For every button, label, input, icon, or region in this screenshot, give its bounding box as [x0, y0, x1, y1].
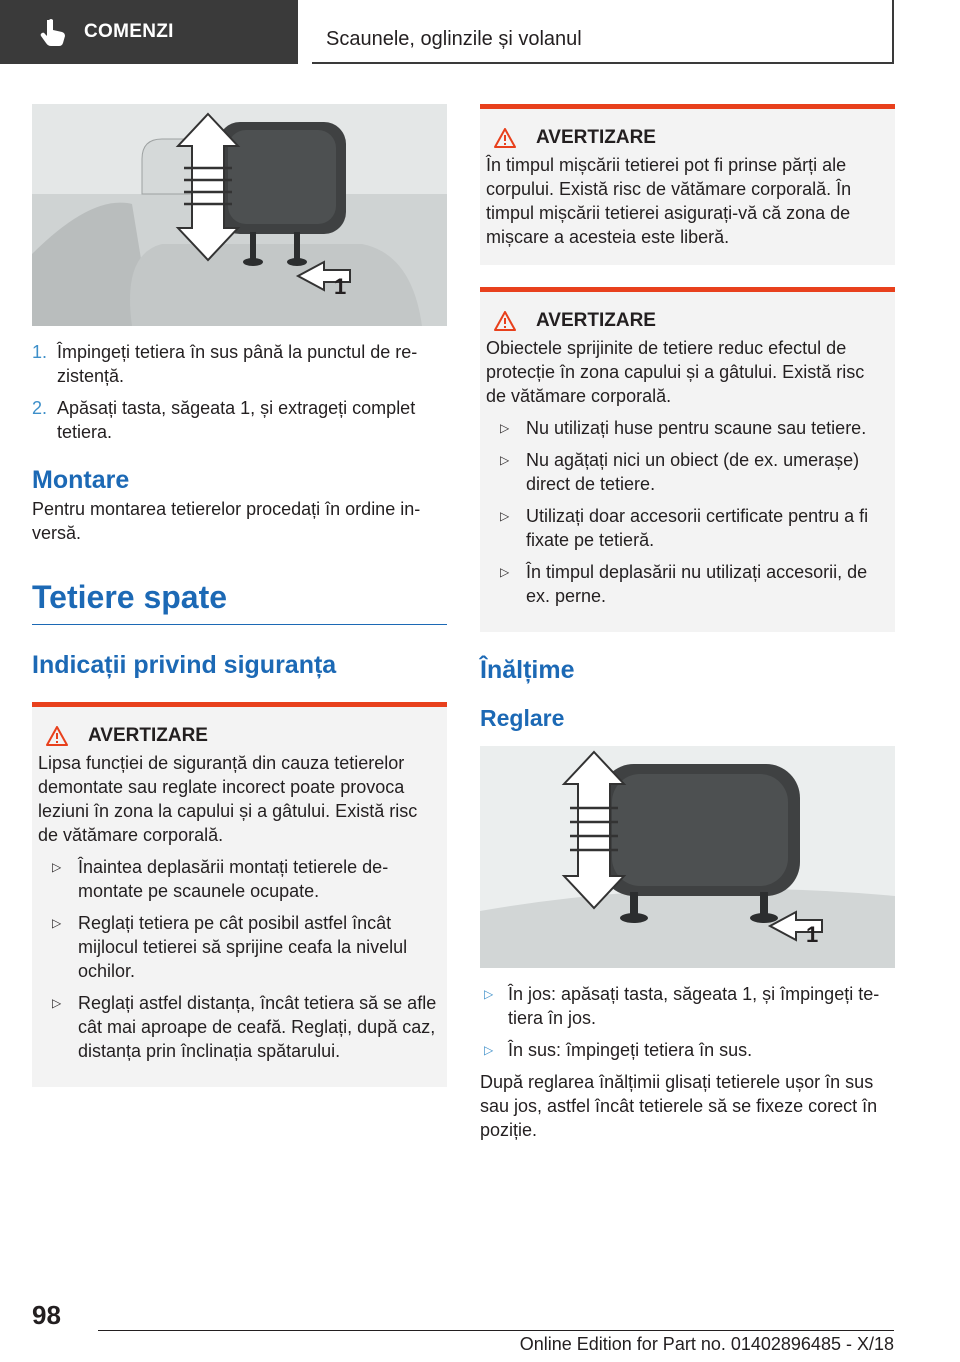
bullet-text: Nu agățați nici un obiect (de ex. umerașe) direct de tetiere.: [526, 450, 860, 494]
footer-divider: [98, 1330, 894, 1331]
triangle-bullet-icon: ▷: [500, 453, 510, 467]
warning-box: [32, 702, 447, 1087]
edition-footer: Online Edition for Part no. 01402896485 - X/18: [519, 1334, 894, 1354]
bullet-text: În sus: împingeți tetiera în sus.: [508, 1040, 753, 1060]
bullet-text: Nu utilizați huse pentru scaune sau tetiere.: [526, 418, 867, 438]
step-text: Apăsați tasta, săgeata 1, și extrageți complet tetiera.: [57, 398, 416, 442]
rear-headrests-heading: Tetiere spate: [32, 579, 447, 625]
triangle-bullet-icon: ▷: [484, 1043, 494, 1057]
adjust-heading: Reglare: [480, 705, 565, 731]
triangle-bullet-icon: ▷: [484, 987, 494, 1001]
removal-steps: [32, 340, 447, 444]
chapter-header: [312, 0, 894, 64]
warning-bullets: [486, 416, 887, 608]
image-callout-number: 1: [334, 274, 347, 299]
warning-bullets: [38, 855, 439, 1063]
triangle-bullet-icon: ▷: [500, 421, 510, 435]
warning-title: [494, 310, 887, 332]
bullet-text: Utilizați doar accesorii certificate pentru a fi fixate pe tetieră.: [526, 506, 869, 550]
list-item: [486, 416, 887, 440]
list-item: [486, 448, 887, 496]
warning-triangle-icon: [46, 726, 68, 746]
image-callout-number: 1: [806, 922, 819, 947]
list-item: [32, 340, 447, 388]
list-item: [38, 991, 439, 1063]
safety-heading: Indicații privind siguranța: [32, 651, 337, 679]
headrest-removal-image: [32, 104, 447, 326]
adjust-bullets: [480, 982, 895, 1062]
warning-text: Obiectele sprijinite de tetiere reduc efectul de protecție în zona capului și a gâtului. Există risc de vătămare corporală.: [486, 338, 865, 406]
warning-title-text: AVERTIZARE: [536, 127, 656, 148]
headrest-adjust-illustration: [480, 746, 895, 968]
list-item: [480, 1038, 895, 1062]
warning-triangle-icon: [494, 311, 516, 331]
section-tab-label: COMENZI: [84, 21, 174, 42]
headrest-adjust-image: [480, 746, 895, 968]
warning-text: Lipsa funcției de siguranță din cauza tetierelor demontate sau reglate incorect poate provoca leziuni în zona la capului și a gâtului. Există risc de vătămare corporală.: [38, 753, 418, 845]
step-text: Împingeți tetiera în sus până la punctul de rezistență.: [57, 342, 418, 386]
warning-box: [480, 287, 895, 632]
warning-box: [480, 104, 895, 265]
montare-text: Pentru montarea tetierelor procedați în ordine inversă.: [32, 499, 421, 543]
list-item: [486, 504, 887, 552]
list-item: [486, 560, 887, 608]
montare-heading: Montare: [32, 466, 130, 494]
bullet-text: Reglați astfel distanța, încât tetiera să se afle cât mai aproape de ceafă. Reglați, după caz, distanța prin înclinația spătarului.: [78, 993, 437, 1061]
right-column: [480, 104, 895, 1142]
triangle-bullet-icon: ▷: [52, 996, 62, 1010]
warning-title-text: AVERTIZARE: [88, 725, 208, 746]
triangle-bullet-icon: ▷: [500, 565, 510, 579]
page-number: 98: [32, 1300, 61, 1330]
warning-title: [494, 127, 887, 149]
chapter-title: Scaunele, oglinzile și volanul: [326, 28, 582, 50]
headrest-removal-illustration: [32, 104, 447, 326]
bullet-text: Înaintea deplasării montați tetierele demontate pe scaunele ocupate.: [78, 857, 389, 901]
warning-triangle-icon: [494, 128, 516, 148]
list-item: [38, 855, 439, 903]
bullet-text: În jos: apăsați tasta, săgeata 1, și împingeți tetiera în jos.: [508, 984, 880, 1028]
triangle-bullet-icon: ▷: [52, 860, 62, 874]
list-item: [38, 911, 439, 983]
hand-pointer-icon: [40, 18, 66, 46]
list-item: [480, 982, 895, 1030]
step-number: 2.: [32, 398, 48, 418]
height-heading: Înălțime: [480, 656, 575, 684]
triangle-bullet-icon: ▷: [52, 916, 62, 930]
warning-title-text: AVERTIZARE: [536, 310, 656, 331]
left-column: [32, 104, 447, 1087]
warning-title: [46, 725, 439, 747]
step-number: 1.: [32, 342, 48, 362]
warning-text: În timpul mișcării tetierei pot fi prinse părți ale corpului. Există risc de vătămare corporală. În timpul mișcării tetierei asigurați-vă că zona de mișcare a acesteia este liberă.: [486, 155, 852, 247]
closing-text: După reglarea înălțimii glisați tetierele ușor în sus sau jos, astfel încât tetierele să se fixeze corect în poziție.: [480, 1072, 878, 1140]
triangle-bullet-icon: ▷: [500, 509, 510, 523]
bullet-text: Reglați tetiera pe cât posibil astfel încât mijlocul tetierei să sprijine ceafa la nivelul ochilor.: [78, 913, 408, 981]
section-tab[interactable]: [0, 0, 298, 64]
bullet-text: În timpul deplasării nu utilizați accesorii, de ex. perne.: [526, 562, 868, 606]
list-item: [32, 396, 447, 444]
